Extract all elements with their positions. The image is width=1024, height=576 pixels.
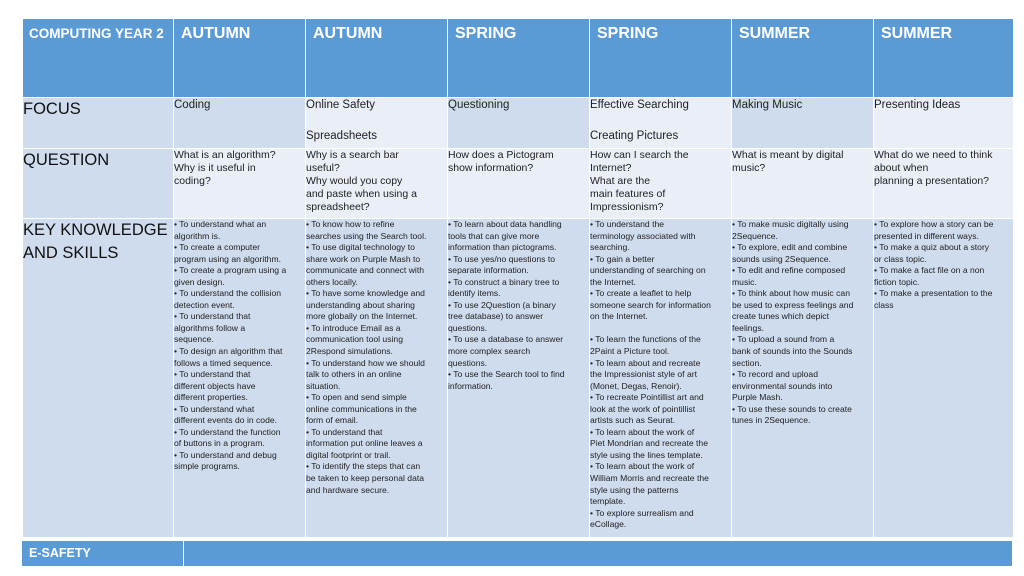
cell-line: • To learn about the work of — [590, 461, 695, 472]
question-cell — [306, 149, 447, 218]
cell-line: • To use a database to answer — [448, 334, 564, 345]
cell-line: • To use the Search tool to find — [448, 369, 565, 380]
cell-line: • To explore, edit and combine — [732, 242, 848, 253]
key-skills-label: KEY KNOWLEDGE AND SKILLS — [23, 219, 173, 537]
cell-line: information. — [448, 380, 493, 391]
cell-line: and paste when using a — [306, 188, 417, 200]
cell-line: of buttons in a program. — [174, 438, 265, 449]
cell-line: share work on Purple Mash to — [306, 253, 421, 264]
cell-line: searching. — [590, 242, 630, 253]
cell-line: • To create a computer — [174, 242, 260, 253]
focus-cell — [732, 98, 873, 148]
cell-line: environmental sounds into — [732, 380, 833, 391]
cell-line: different properties. — [174, 392, 248, 403]
spacer — [590, 323, 731, 335]
cell-line: searches using the Search tool. — [306, 230, 427, 241]
key-skills-cell — [174, 219, 305, 537]
cell-line: feelings. — [732, 322, 765, 333]
cell-line: the Internet. — [590, 276, 636, 287]
cell-line: Internet? — [590, 162, 632, 174]
cell-line: Online Safety — [306, 99, 376, 111]
term-header-3: SPRING — [448, 19, 589, 97]
cell-line: coding? — [174, 175, 211, 187]
cell-line: 2Sequence. — [732, 230, 778, 241]
cell-line: section. — [732, 357, 762, 368]
cell-line: • To understand what an — [174, 219, 267, 229]
cell-line: class — [874, 299, 894, 310]
cell-line: • To record and upload — [732, 369, 818, 380]
cell-line: be taken to keep personal data — [306, 473, 425, 484]
cell-line: tools that can give more — [448, 230, 540, 241]
cell-line: Questioning — [448, 99, 510, 111]
e-safety-bar — [22, 541, 1012, 566]
cell-line: program using an algorithm. — [174, 253, 281, 264]
question-cell — [448, 149, 589, 218]
cell-line: Effective Searching — [590, 99, 689, 111]
cell-line: • To explore how a story can be — [874, 219, 994, 229]
cell-line: What is an algorithm? — [174, 149, 276, 161]
cell-line: more globally on the Internet. — [306, 311, 418, 322]
cell-line: planning a presentation? — [874, 175, 990, 187]
question-cell — [590, 149, 731, 218]
cell-line: eCollage. — [590, 519, 627, 530]
cell-line: • To recreate Pointillist art and — [590, 392, 704, 403]
cell-line: digital footprint or trail. — [306, 449, 391, 460]
cell-line: • To learn about and recreate — [590, 357, 701, 368]
term-header-2: AUTUMN — [306, 19, 447, 97]
cell-line: form of email. — [306, 415, 359, 426]
cell-line: • To use 2Question (a binary — [448, 299, 556, 310]
cell-line: • To understand that — [174, 369, 251, 380]
cell-line: Why is it useful in — [174, 162, 256, 174]
cell-line: questions. — [448, 322, 488, 333]
cell-line: • To make a fact file on a non — [874, 265, 985, 276]
cell-line: • To make a presentation to the — [874, 288, 993, 299]
cell-line: others locally. — [306, 276, 358, 287]
cell-line: • To explore surrealism and — [590, 507, 694, 518]
cell-line: • To introduce Email as a — [306, 322, 401, 333]
cell-line: • To have some knowledge and — [306, 288, 425, 299]
focus-cell — [448, 98, 589, 148]
cell-line: Why would you copy — [306, 175, 403, 187]
cell-line: • To understand and debug — [174, 449, 277, 460]
focus-label: FOCUS — [23, 98, 173, 148]
cell-line: • To think about how music can — [732, 288, 850, 299]
key-skills-cell — [590, 219, 731, 537]
term-header-4: SPRING — [590, 19, 731, 97]
cell-line: • To understand the — [590, 219, 665, 229]
cell-line: • To design an algorithm that — [174, 346, 283, 357]
cell-line: What do we need to think — [874, 149, 993, 161]
key-skills-cell — [306, 219, 447, 537]
cell-line: simple programs. — [174, 461, 240, 472]
cell-line: detection event. — [174, 299, 235, 310]
cell-line: Why is a search bar — [306, 149, 399, 161]
term-header-1: AUTUMN — [174, 19, 305, 97]
cell-line: communication tool using — [306, 334, 403, 345]
cell-line: given design. — [174, 276, 225, 287]
focus-cell — [590, 98, 731, 148]
cell-line: template. — [590, 496, 626, 507]
focus-cell — [174, 98, 305, 148]
cell-line: • To upload a sound from a — [732, 334, 835, 345]
cell-line: show information? — [448, 162, 534, 174]
question-cell — [732, 149, 873, 218]
cell-line: look at the work of pointillist — [590, 403, 696, 414]
cell-line: • To understand what — [174, 403, 255, 414]
cell-line: Making Music — [732, 99, 803, 111]
cell-line: How can I search the — [590, 149, 689, 161]
cell-line: • To use yes/no questions to — [448, 253, 555, 264]
cell-line: • To know how to refine — [306, 219, 395, 229]
cell-line: What is meant by digital — [732, 149, 844, 161]
focus-cell — [306, 98, 447, 148]
cell-line: spreadsheet? — [306, 201, 370, 213]
cell-line: information than pictograms. — [448, 242, 557, 253]
cell-line: William Morris and recreate the — [590, 472, 709, 483]
cell-line: • To learn about the work of — [590, 426, 695, 437]
cell-line: situation. — [306, 380, 341, 391]
key-skills-cell — [732, 219, 873, 537]
cell-line: How does a Pictogram — [448, 149, 554, 161]
cell-line: sequence. — [174, 334, 214, 345]
cell-line: understanding of searching on — [590, 265, 706, 276]
cell-line: music. — [732, 276, 757, 287]
cell-line: • To create a leaflet to help — [590, 288, 692, 299]
cell-line: separate information. — [448, 265, 529, 276]
cell-line: What are the — [590, 175, 651, 187]
cell-line: Purple Mash. — [732, 392, 783, 403]
cell-line: • To understand the collision — [174, 288, 281, 299]
cell-line: bank of sounds into the Sounds — [732, 346, 853, 357]
cell-line: style using the patterns — [590, 484, 679, 495]
question-label: QUESTION — [23, 149, 173, 218]
term-header-5: SUMMER — [732, 19, 873, 97]
corner-header: COMPUTING YEAR 2 — [23, 19, 173, 97]
cell-line: questions. — [448, 357, 488, 368]
cell-line: algorithms follow a — [174, 322, 246, 333]
cell-line: someone search for information — [590, 299, 711, 310]
key-skills-cell — [874, 219, 1013, 537]
cell-line: • To use digital technology to — [306, 242, 415, 253]
cell-line: understanding about sharing — [306, 299, 415, 310]
cell-line: • To open and send simple — [306, 392, 407, 403]
cell-line: Presenting Ideas — [874, 99, 961, 111]
cell-line: fiction topic. — [874, 276, 920, 287]
cell-line: algorithm is. — [174, 230, 221, 241]
focus-row — [23, 98, 1013, 148]
key-skills-cell — [448, 219, 589, 537]
cell-line: • To use these sounds to create — [732, 403, 852, 414]
cell-line: communicate and connect with — [306, 265, 424, 276]
curriculum-table — [22, 18, 1014, 538]
question-cell — [174, 149, 305, 218]
cell-line: tunes in 2Sequence. — [732, 415, 811, 426]
cell-line: Creating Pictures — [590, 130, 679, 142]
cell-line: (Monet, Degas, Renoir). — [590, 380, 682, 391]
question-cell — [874, 149, 1013, 218]
cell-line: • To learn the functions of the — [590, 334, 701, 345]
cell-line: talk to others in an online — [306, 369, 402, 380]
cell-line: • To make a quiz about a story — [874, 242, 990, 253]
cell-line: main features of — [590, 188, 666, 200]
cell-line: • To gain a better — [590, 253, 655, 264]
cell-line: • To edit and refine composed — [732, 265, 846, 276]
cell-line: different events do in code. — [174, 415, 278, 426]
cell-line: about when — [874, 162, 929, 174]
cell-line: style using the lines template. — [590, 449, 703, 460]
cell-line: • To understand that — [306, 426, 383, 437]
cell-line: tree database) to answer — [448, 311, 544, 322]
cell-line: follows a timed sequence. — [174, 357, 273, 368]
cell-line: • To learn about data handling — [448, 219, 562, 229]
cell-line: or class topic. — [874, 253, 927, 264]
header-row — [23, 19, 1013, 97]
cell-line: 2Respond simulations. — [306, 346, 393, 357]
term-header-6: SUMMER — [874, 19, 1013, 97]
cell-line: • To understand how we should — [306, 357, 425, 368]
cell-line: create tunes which depict — [732, 311, 829, 322]
cell-line: more complex search — [448, 346, 531, 357]
cell-line: Coding — [174, 99, 211, 111]
cell-line: artists such as Seurat. — [590, 415, 676, 426]
cell-line: Spreadsheets — [306, 130, 377, 142]
cell-line: different objects have — [174, 380, 256, 391]
cell-line: identify items. — [448, 288, 501, 299]
cell-line: • To identify the steps that can — [306, 461, 421, 472]
cell-line: terminology associated with — [590, 230, 696, 241]
cell-line: Piet Mondrian and recreate the — [590, 438, 708, 449]
key-skills-row — [23, 219, 1013, 537]
cell-line: sounds using 2Sequence. — [732, 253, 831, 264]
cell-line: on the Internet. — [590, 311, 648, 322]
cell-line: • To create a program using a — [174, 265, 287, 276]
cell-line: presented in different ways. — [874, 230, 979, 241]
cell-line: useful? — [306, 162, 340, 174]
cell-line: the Impressionist style of art — [590, 369, 697, 380]
e-safety-label: E-SAFETY — [22, 541, 184, 566]
question-row — [23, 149, 1013, 218]
cell-line: • To make music digitally using — [732, 219, 849, 229]
cell-line: information put online leaves a — [306, 438, 423, 449]
cell-line: online communications in the — [306, 403, 417, 414]
focus-cell — [874, 98, 1013, 148]
cell-line: music? — [732, 162, 766, 174]
cell-line: Impressionism? — [590, 201, 664, 213]
cell-line: • To construct a binary tree to — [448, 276, 560, 287]
cell-line: and hardware secure. — [306, 484, 390, 495]
cell-line: be used to express feelings and — [732, 299, 854, 310]
cell-line: 2Paint a Picture tool. — [590, 345, 670, 356]
cell-line: • To understand the function — [174, 426, 281, 437]
cell-line: • To understand that — [174, 311, 251, 322]
